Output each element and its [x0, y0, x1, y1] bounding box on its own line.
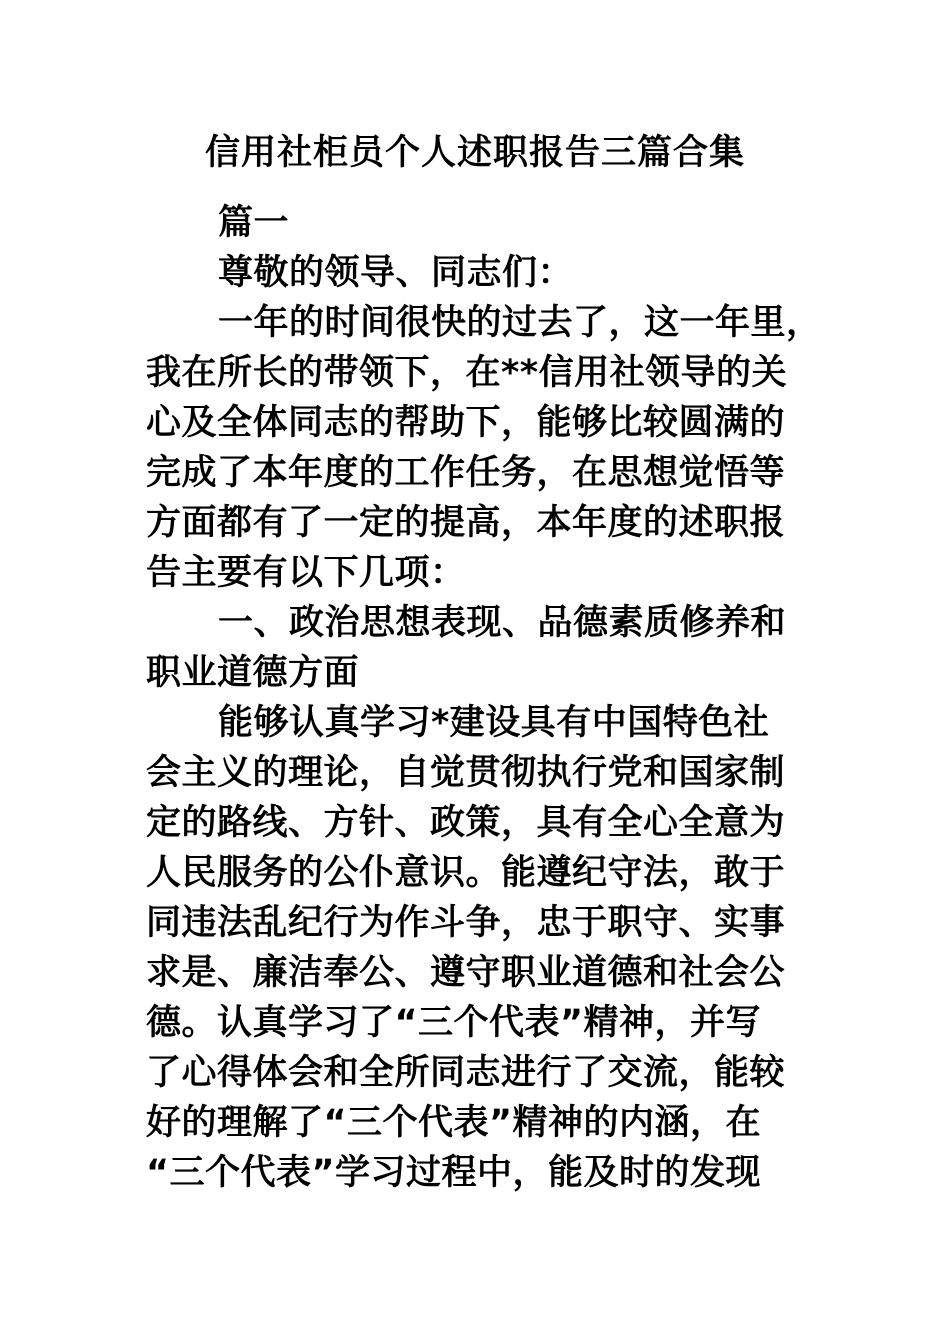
- document-title: 信用社柜员个人述职报告三篇合集: [204, 133, 745, 173]
- paragraph-line: 方面都有了一定的提高，本年度的述职报: [146, 503, 786, 543]
- paragraph-line: “三个代表”学习过程中，能及时的发现: [146, 1153, 762, 1193]
- paragraph-line: 完成了本年度的工作任务，在思想觉悟等: [146, 453, 786, 493]
- paragraph-line: 告主要有以下几项：: [146, 553, 466, 593]
- salutation: 尊敬的领导、同志们：: [218, 253, 574, 293]
- paragraph-line: 同违法乱纪行为作斗争，忠于职守、实事: [146, 903, 786, 943]
- paragraph-line: 一年的时间很快的过去了，这一年里，: [218, 303, 822, 343]
- paragraph-line: 好的理解了“三个代表”精神的内涵，在: [146, 1103, 762, 1143]
- paragraph-line: 心及全体同志的帮助下，能够比较圆满的: [146, 403, 786, 443]
- paragraph-line: 了心得体会和全所同志进行了交流，能较: [146, 1053, 786, 1093]
- paragraph-line: 我在所长的带领下，在**信用社领导的关: [146, 353, 788, 393]
- subsection-heading: 职业道德方面: [146, 653, 360, 693]
- paragraph-line: 求是、廉洁奉公、遵守职业道德和社会公: [146, 953, 786, 993]
- document-body: [146, 198, 822, 1198]
- paragraph-line: 德。认真学习了“三个代表”精神，并写: [146, 1003, 762, 1043]
- subsection-heading: 一、政治思想表现、品德素质修养和: [218, 603, 787, 643]
- paragraph-line: 能够认真学习*建设具有中国特色社: [218, 703, 770, 743]
- paragraph-line: 人民服务的公仆意识。能遵纪守法，敢于: [146, 853, 786, 893]
- paragraph-line: 会主义的理论，自觉贯彻执行党和国家制: [146, 753, 786, 793]
- paragraph-line: 定的路线、方针、政策，具有全心全意为: [146, 803, 786, 843]
- section-heading: 篇一: [218, 203, 290, 243]
